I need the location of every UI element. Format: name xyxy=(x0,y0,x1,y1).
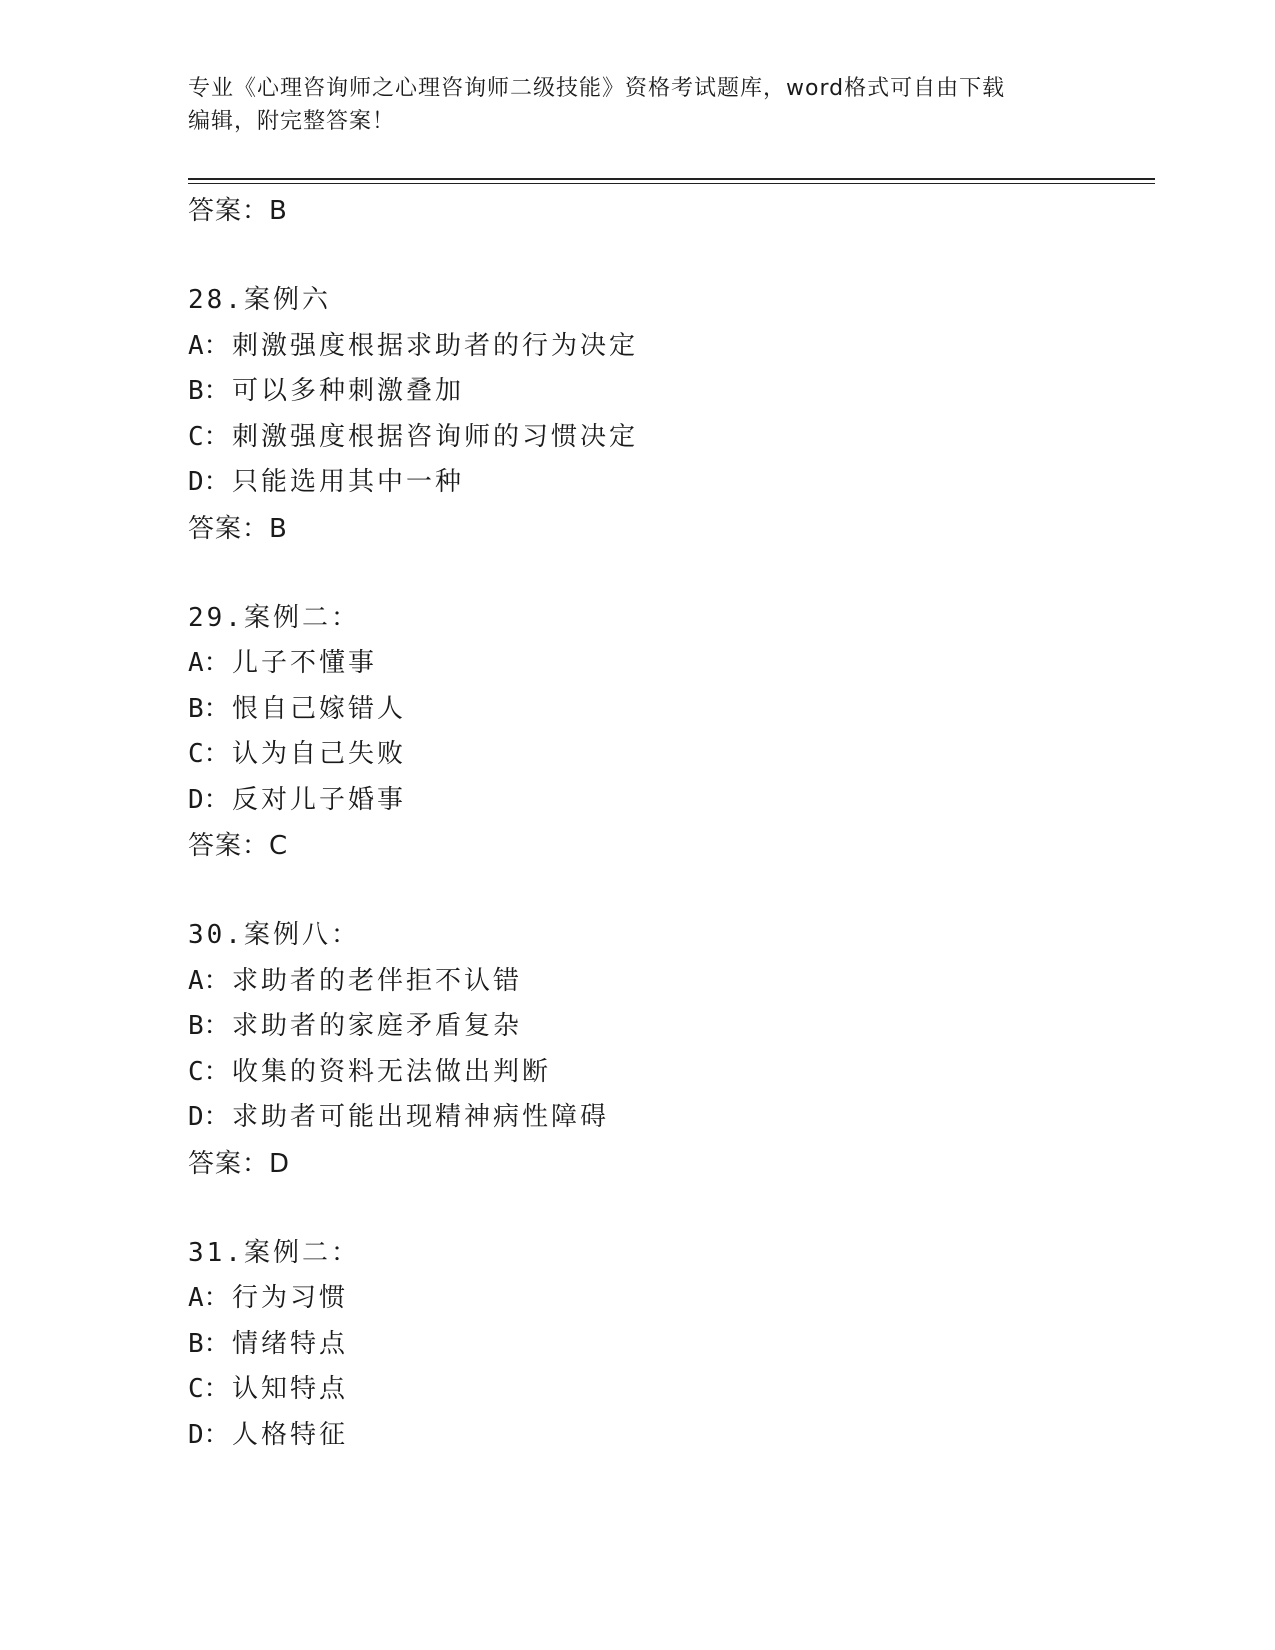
question-list xyxy=(188,188,1148,1458)
option-d xyxy=(188,778,1148,824)
option-c xyxy=(188,1050,1148,1096)
option-letter: D： xyxy=(188,1102,230,1132)
option-d xyxy=(188,1095,1148,1141)
option-text: 求助者可能出现精神病性障碍 xyxy=(232,1102,610,1132)
answer-line: 答案：D xyxy=(188,1148,291,1179)
header-rule-thin xyxy=(188,183,1155,184)
option-letter: A： xyxy=(188,648,230,678)
option-text: 人格特征 xyxy=(232,1419,349,1450)
option-text: 可以多种刺激叠加 xyxy=(232,376,465,406)
option-a xyxy=(188,641,1148,687)
header-line-1: 专业《心理咨询师之心理咨询师二级技能》资格考试题库，word格式可自由下载 xyxy=(188,76,1006,101)
answer-line: 答案：B xyxy=(188,513,288,544)
option-text: 反对儿子婚事 xyxy=(232,784,407,815)
option-letter: D： xyxy=(188,467,230,497)
question-28 xyxy=(188,278,1148,552)
option-letter: C： xyxy=(188,1374,230,1404)
question-29 xyxy=(188,596,1148,870)
option-letter: D： xyxy=(188,1419,230,1450)
option-text: 收集的资料无法做出判断 xyxy=(232,1056,552,1087)
option-letter: B： xyxy=(188,693,230,724)
option-c xyxy=(188,1367,1148,1413)
answer-line: 答案：C xyxy=(188,831,289,861)
option-b xyxy=(188,369,1148,415)
document-header xyxy=(188,72,1088,138)
option-letter: A： xyxy=(188,330,230,361)
option-letter: C： xyxy=(188,739,230,769)
option-letter: A： xyxy=(188,965,230,996)
option-a xyxy=(188,1276,1148,1322)
option-text: 求助者的老伴拒不认错 xyxy=(232,965,523,996)
option-text: 求助者的家庭矛盾复杂 xyxy=(232,1011,523,1041)
option-text: 情绪特点 xyxy=(232,1328,349,1359)
option-text: 恨自己嫁错人 xyxy=(232,693,407,724)
option-text: 认知特点 xyxy=(232,1374,349,1404)
option-letter: C： xyxy=(188,1056,230,1087)
answer-line: 答案：B xyxy=(188,196,288,226)
option-b xyxy=(188,687,1148,733)
question-title: 29.案例二： xyxy=(188,602,360,633)
option-letter: D： xyxy=(188,784,230,815)
question-title: 31.案例二： xyxy=(188,1237,360,1268)
option-a xyxy=(188,959,1148,1005)
option-letter: C： xyxy=(188,421,230,452)
option-text: 儿子不懂事 xyxy=(232,648,378,678)
option-c xyxy=(188,732,1148,778)
option-text: 刺激强度根据咨询师的习惯决定 xyxy=(232,421,639,452)
option-letter: B： xyxy=(188,1011,230,1041)
option-b xyxy=(188,1004,1148,1050)
option-d xyxy=(188,460,1148,506)
option-text: 刺激强度根据求助者的行为决定 xyxy=(232,330,639,361)
question-30 xyxy=(188,913,1148,1187)
option-letter: B： xyxy=(188,376,230,406)
header-rule-thick xyxy=(188,178,1155,180)
option-text: 行为习惯 xyxy=(232,1283,349,1313)
option-a xyxy=(188,324,1148,370)
option-text: 只能选用其中一种 xyxy=(232,467,465,497)
option-letter: B： xyxy=(188,1328,230,1359)
question-title: 30.案例八： xyxy=(188,920,360,950)
header-line-2: 编辑，附完整答案！ xyxy=(188,109,396,134)
option-b xyxy=(188,1322,1148,1368)
question-31 xyxy=(188,1231,1148,1459)
option-letter: A： xyxy=(188,1283,230,1313)
option-text: 认为自己失败 xyxy=(232,739,407,769)
option-d xyxy=(188,1413,1148,1459)
option-c xyxy=(188,415,1148,461)
question-title: 28.案例六 xyxy=(188,285,331,315)
